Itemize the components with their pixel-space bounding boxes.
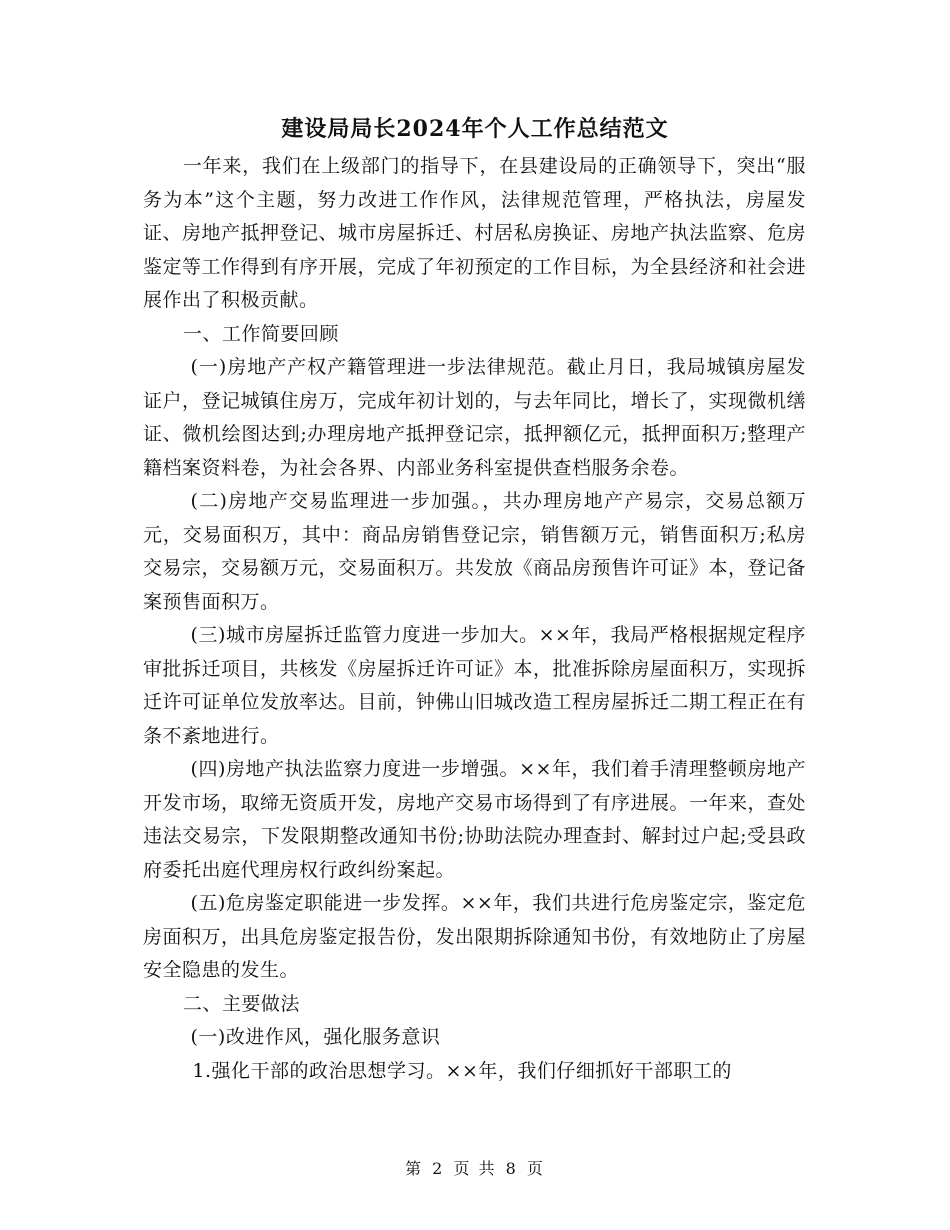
review-item-5: (五)危房鉴定职能进一步发挥。××年，我们共进行危房鉴定宗，鉴定危房面积万，出具危房鉴定报告份，发出限期拆除通知书份，有效地防止了房屋安全隐患的发生。 — [143, 892, 807, 981]
document-title: 建设局局长2024年个人工作总结范文 — [281, 116, 669, 142]
page-label-mid: 页 共 — [453, 1159, 497, 1178]
review-item-3: (三)城市房屋拆迁监管力度进一步加大。××年，我局严格根据规定程序审批拆迁项目，共核发《房屋拆迁许可证》本，批准拆除房屋面积万，实现拆迁许可证单位发放率达。目前，钟佛山旧城改造工程房屋拆迁二期工程正在有条不紊地进行。 — [143, 624, 807, 747]
total-pages-number: 8 — [505, 1159, 518, 1178]
document-body — [143, 150, 806, 1088]
section-heading-review: 一、工作简要回顾 — [182, 322, 339, 345]
section-heading-methods: 二、主要做法 — [182, 992, 300, 1015]
review-item-4: (四)房地产执法监察力度进一步增强。××年，我们着手清理整顿房地产开发市场，取缔无资质开发，房地产交易市场得到了有序进展。一年来，查处违法交易宗，下发限期整改通知书份;协助法院办理查封、解封过户起;受县政府委托出庭代理房权行政纠纷案起。 — [143, 758, 807, 881]
intro-paragraph: 一年来，我们在上级部门的指导下，在县建设局的正确领导下，突出“服务为本”这个主题，努力改进工作作风，法律规范管理，严格执法，房屋发证、房地产抵押登记、城市房屋拆迁、村居私房换证、房地产执法监察、危房鉴定等工作得到有序开展，完成了年初预定的工作目标，为全县经济和社会进展作出了积极贡献。 — [143, 155, 807, 311]
page-label-prefix: 第 — [405, 1159, 424, 1178]
page-label-suffix: 页 — [526, 1159, 545, 1178]
methods-subheading-1: (一)改进作风，强化服务意识 — [190, 1026, 441, 1048]
methods-point-1: 1.强化干部的政治思想学习。××年，我们仔细抓好干部职工的 — [192, 1059, 732, 1082]
current-page-number: 2 — [432, 1159, 445, 1178]
review-item-1: (一)房地产产权产籍管理进一步法律规范。截止月日，我局城镇房屋发证户，登记城镇住房万，完成年初计划的，与去年同比，增长了，实现微机缮证、微机绘图达到;办理房地产抵押登记宗，抵押额亿元，抵押面积万;整理产籍档案资料卷，为社会各界、内部业务科室提供查档服务余卷。 — [143, 356, 807, 479]
review-item-2: (二)房地产交易监理进一步加强。，共办理房地产产易宗，交易总额万元，交易面积万，其中：商品房销售登记宗，销售额万元，销售面积万;私房交易宗，交易额万元，交易面积万。共发放《商品房预售许可证》本，登记备案预售面积万。 — [143, 490, 807, 613]
page-footer — [0, 1156, 950, 1179]
